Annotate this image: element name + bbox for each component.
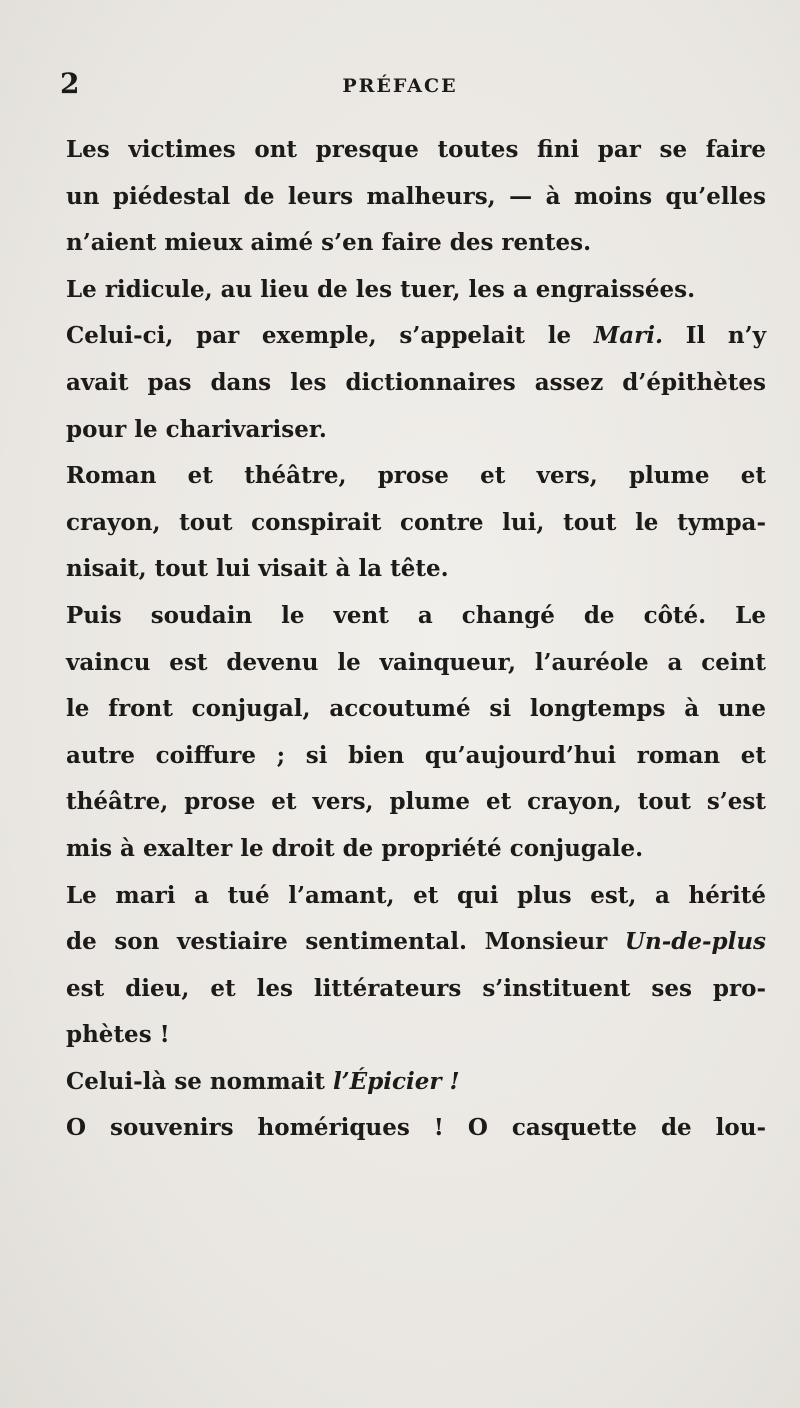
body-text xyxy=(66,127,766,1152)
text-line: autre coiffure ; si bien qu’aujourd’hui roman et xyxy=(66,741,766,769)
text-line xyxy=(66,919,766,966)
text-line: avait pas dans les dictionnaires assez d’épithètes xyxy=(66,368,766,396)
text-line: le front conjugal, accoutumé si longtemps à une xyxy=(66,695,766,723)
text-line: n’aient mieux aimé s’en faire des rentes. xyxy=(66,229,592,257)
text-segment: Celui-là se nommait xyxy=(66,1067,333,1095)
running-title: PRÉFACE xyxy=(342,75,458,97)
text-line: O souvenirs homériques ! O casquette de lou- xyxy=(66,1114,766,1142)
text-line: nisait, tout lui visait à la tête. xyxy=(66,555,449,583)
text-line: phètes ! xyxy=(66,1021,170,1049)
text-segment: Celui-ci, par exemple, s’appelait le xyxy=(66,322,594,350)
text-line: vaincu est devenu le vainqueur, l’auréole a ceint xyxy=(66,648,766,676)
italic-title: Mari. xyxy=(593,322,664,350)
text-line: théâtre, prose et vers, plume et crayon, tout s’est xyxy=(66,788,766,816)
text-line: Le mari a tué l’amant, et qui plus est, a hérité xyxy=(66,881,766,909)
text-line: un piédestal de leurs malheurs, — à moins qu’elles xyxy=(66,182,766,210)
text-line: Roman et théâtre, prose et vers, plume et xyxy=(66,462,766,490)
text-segment: de son vestiaire sentimental. Monsieur xyxy=(66,928,625,956)
text-line: crayon, tout conspirait contre lui, tout le tympa- xyxy=(66,508,766,536)
italic-title: Un-de-plus xyxy=(624,928,766,956)
text-line: mis à exalter le droit de propriété conjugale. xyxy=(66,834,644,862)
text-line: Les victimes ont presque toutes fini par se faire xyxy=(66,136,766,163)
page-number: 2 xyxy=(60,67,80,100)
text-segment: Il n’y xyxy=(663,322,767,350)
italic-title: l’Épicier ! xyxy=(332,1067,460,1095)
text-line xyxy=(66,313,766,360)
page-header xyxy=(0,64,800,104)
text-line: est dieu, et les littérateurs s’instituent ses pro- xyxy=(66,974,766,1002)
text-line: Le ridicule, au lieu de les tuer, les a engraissées. xyxy=(66,275,696,303)
text-line: pour le charivariser. xyxy=(66,415,327,443)
text-line: Puis soudain le vent a changé de côté. Le xyxy=(66,601,766,629)
text-line xyxy=(66,1059,766,1106)
